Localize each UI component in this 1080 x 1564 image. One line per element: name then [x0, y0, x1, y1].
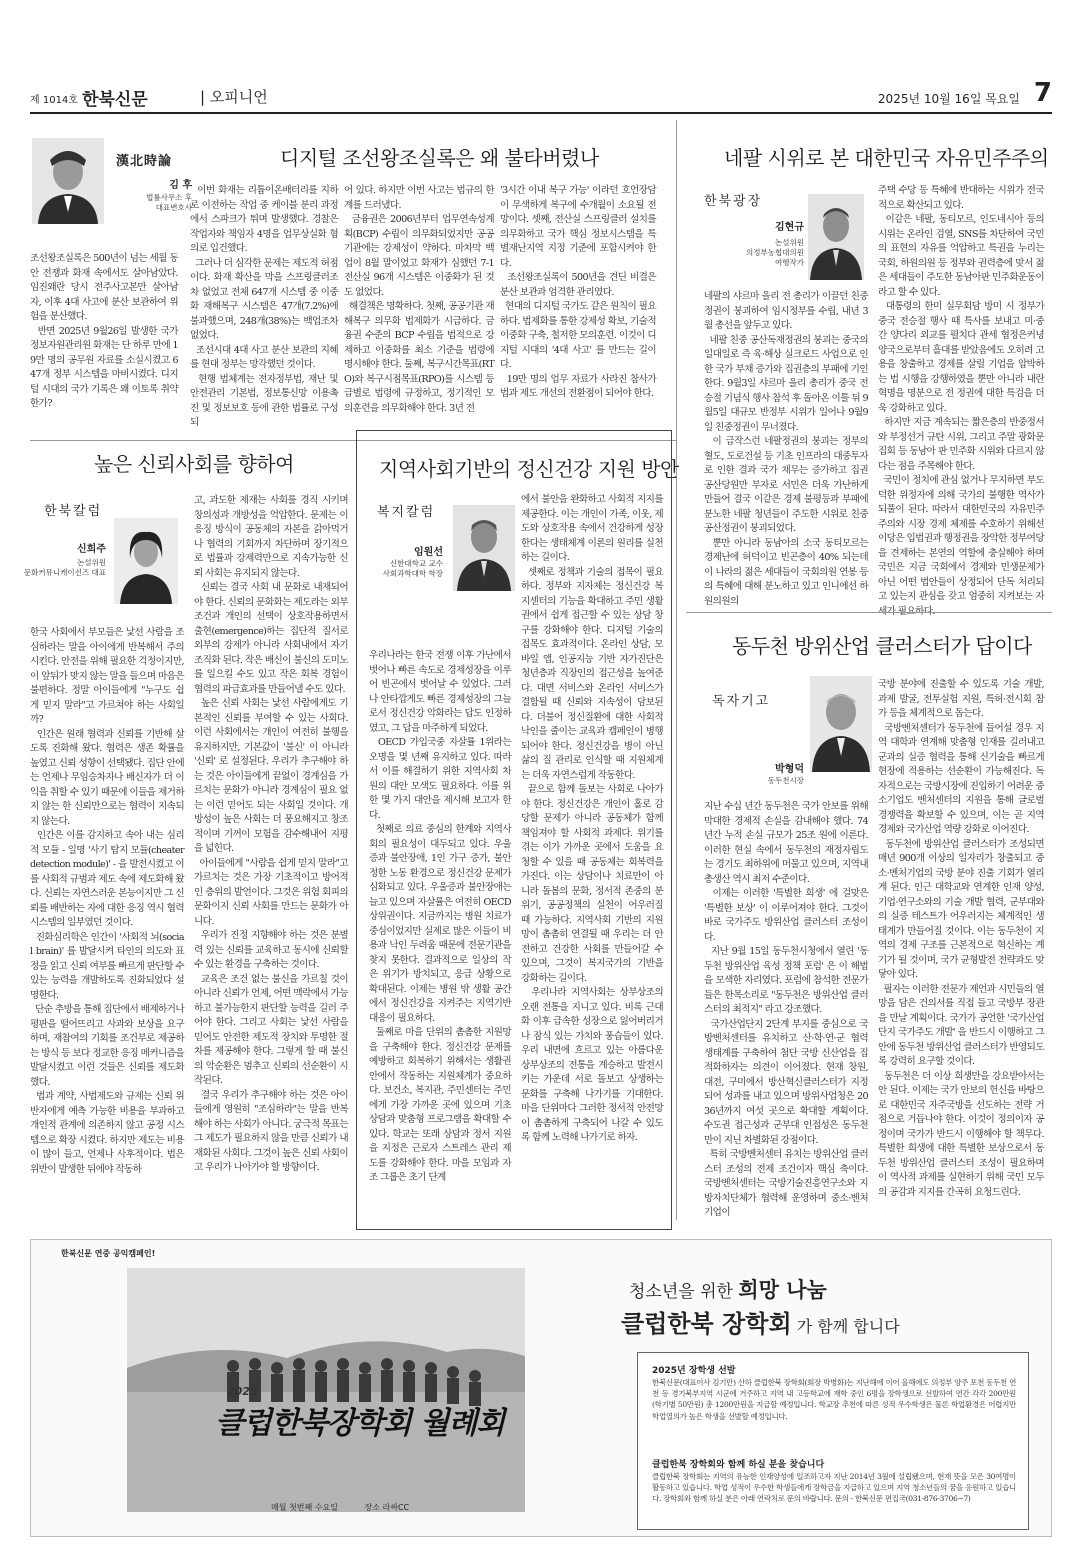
author-affiliation: 논설위원 의정부농협대의원 여행작가 [746, 238, 804, 267]
ad-logo-year: 2025 [227, 1385, 258, 1398]
ad-photo [127, 1268, 525, 1512]
author-photo [808, 194, 864, 280]
article-column: 주택 수당 등 특혜에 반대하는 시위가 전국적으로 확산되고 있다. 이같은 네팔, 동티모르, 인도네시아 등의 시위는 온라인 검열, SNS를 차단하여 국민의 표현의 자유를 억압하고 특권을 누리는 국회, 하원의원 등 정부와 권력층에 맞서 젊은 세대들이 주도한 동남아판 민주화운동이라고 할 수 있다. 대통령의 한미 실무회담 방미 시 정부가 중국 전승절 행사 때 특사를 보내고 미·중 간 양다리 외교를 펼치다 관세 협정은커녕 양국으로부터 흘대를 받았음에도 오히려 고용을 창출하고 경제를 살릴 기업을 압박하는 법 시행을 강행하였을 뿐만 아니라 내란혁명을 명분으로 전 정권에 대한 특검을 더욱 강화하고 있다. 하지만 지금 계속되는 짧은층의 반중정서와 부정선거 규탄 시위, 그리고 주말 광화문 집회 등 동남아 판 민주화 시위와 다르지 않다는 점을 주목해야 한다. 국민이 정치에 관심 없거나 무지하면 부도덕한 위정자에 의해 국가의 불행한 역사가 되풀이 된다. 따라서 대한민국의 자유민주주의와 시장 경제 체제를 수호하기 위해선 이당은 입법권과 행정권을 장악한 정부여당을 견제하는 본연의 역할에 충실해야 하며 국민은 지금 국회에서 경제와 민생문제가 아닌 어떤 법안들이 상정되어 단독 처리되고 있는지 관심을 갖고 엄중히 지켜보는 자세가 필요하다. [878, 185, 1044, 617]
article-lead: 조선왕조실록은 500년이 넘는 세월 동안 전쟁과 화재 속에서도 살아남았다. 임진왜란 당시 전주사고본만 살아남자, 이후 4대 사고에 분산 보관하여 위험을 분산했다. 반면 2025년 9월26일 발생한 국가정보자원관리원 화재는 단 하루 만에 19만 명의 공무원 자료를 소실시켰고 647개 정부 시스템을 마비시켰다. 디지털 시대의 국가 기록은 왜 이토록 취약한가? [30, 253, 178, 409]
ad-place-label: 장소 [364, 1503, 380, 1512]
ad-info-box [637, 1352, 1029, 1530]
author-photo [810, 676, 872, 772]
author-name: 김현규 [775, 222, 804, 233]
page-number: 7 [1033, 78, 1052, 108]
ad-headline-1a: 청소년을 위한 [629, 1282, 739, 1302]
article-column: 고, 과도한 제재는 사회를 경직 시키며 창의성과 개방성을 억압한다. 문제는 이 응징 방식이 공동체의 자본을 갉아먹거나 협력의 기회까지 차단하며 장기적으로 법률과 강제력만으로 지속가능한 신뢰 사회는 유지되지 않는다. 신뢰는 결국 사회 내 문화로 내재되어야 한다. 신뢰의 문화화는 제도라는 외부 조건과 개인의 선택이 상호작용하면서 출현(emergence)하는 집단적 질서로 외부의 강제가 아니라 사회내에서 자기조직화 된다. 작은 배신이 불신의 도미노를 일으킬 수도 있고 작은 회복 경험이 협력의 파급효과를 만들어낼 수도 있다. 높은 신뢰 사회는 낯선 사람에게도 기본적인 신뢰를 부여할 수 있는 사회다. 이런 사회에서는 개인이 여전히 불행을 유지하지만, 기본값이 '불신' 이 아니라 '신뢰' 로 설정된다. 우리가 추구해야 하는 것은 아이들에게 끝없이 경계심을 가르치는 문화가 아니라 경계심이 필요 없는 이런 믿어도 되는 사회일 것이다. 개방성이 높은 사회는 더 풍요해지고 창조적이며 기꺼이 모험을 감수해내어 지평을 넓힌다. 아이들에게 "사람을 쉽게 믿지 말라"고 가르치는 것은 가장 기초적이고 방어적인 층위의 발언이다. 그것은 위험 회피의 문화이지 신뢰 사회를 만드는 문화가 아니다. 우리가 진정 지향해야 하는 것은 분별력 있는 신뢰를 교육하고 동시에 신뢰할 수 있는 환경을 구축하는 것이다. 교육은 조건 없는 불신을 가르칠 것이 아니라 신뢰가 언제, 어떤 맥락에서 가능하고 불가능한지 판단할 능력을 길러 주어야 한다. 그리고 사회는 낯선 사람을 믿어도 안전한 제도적 장치와 투명한 절차를 제공해야 한다. 그렇게 할 때 불신의 악순환은 멈추고 신뢰의 선순환이 시작된다. 결국 우리가 추구해야 하는 것은 아이들에게 영원히 "조심하라"는 말을 반복해야 하는 사회가 아니다. 궁극적 목표는 그 제도가 필요하지 않을 만큼 신뢰가 내재화된 사회다. 그것이 높은 신뢰 사회이고 우리가 나아가야 할 방향이다. [194, 495, 348, 1173]
article-column: 지난 수십 년간 동두천은 국가 안보를 위해 막대한 경제적 손실을 감내해야 했다. 74년간 누적 손실 규모가 25조 원에 이른다. 이러한 현실 속에서 동두천의 재정자립도는 경기도 최하위에 머물고 있으며, 지역내총생산 역시 최저 수준이다. 이제는 이러한 '특별한 희생' 에 걸맞은 '특별한 보상' 이 이루어져야 한다. 그것이 바로 국가주도 방위산업 클러스터 조성이다. 지난 9월 15일 동두천시청에서 열린 '동두천 방위산업 육성 정책 포럼' 은 이 해법을 모색한 자리였다. 포럼에 참석한 전문가들은 한목소리로 "동두천은 방위산업 클러스터의 최적지" 라고 강조했다. 국가산업단지 2단계 부지를 중심으로 국방벤처센터를 유치하고 산·학·연·군 협력 생태계를 구축하여 첨단 국방 신산업을 집적화하자는 의견이 이어졌다. 현재 창원, 대전, 구미에서 방산혁신클러스터가 지정되어 성과를 내고 있으며 방위사업청은 2036년까지 여섯 곳으로 확대할 계획이다. 수도권 접근성과 군부대 인접성은 동두천만이 지닌 차별화된 강점이다. 특히 국방벤처센터 유치는 방위산업 클러스터 조성의 전제 조건이자 핵심 축이다. 국방벤처센터는 국방기술진흥연구소와 지방자치단체가 협력해 운영하며 중소·벤처기업이 [704, 801, 868, 1218]
author-photo [114, 518, 178, 604]
article-column: 우리나라는 한국 전쟁 이후 가난에서 벗어나 빠른 속도로 경제성장을 이루어 빈곤에서 벗어날 수 있었다. 그러나 안타깝게도 빠른 경제성장의 그늘로서 정신건강 악화라는 답도 인정하였고, 그 답을 마주하게 되었다. OECD 가입국중 자살률 1위라는 오명을 몇 년째 유지하고 있다. 따라서 이를 해결하기 위한 지역사회 차원의 대안 모색도 필요하다. 이를 위한 몇 가지 대안을 제시해 보고자 한다. 첫째로 의료 중심의 한계와 지역사회의 필요성이 대두되고 있다. 우울증과 불안장애, 1인 가구 증가, 불안정한 노동 환경으로 정신건강 문제가 심화되고 있다. 우울증과 불안장애는 늘고 있으며 자살률은 여전히 OECD 상위권이다. 지금까지는 병원 치료가 중심이었지만 실제로 많은 이들이 비용과 낙인 두려움 때문에 전문기관을 찾지 못한다. 결과적으로 일상의 작은 위기가 방치되고, 응급 상황으로 확대된다. 이제는 병원 밖 생활 공간에서 정신건강을 지켜주는 지역기반 대응이 필요하다. 둘째로 마을 단위의 촘촘한 지원망을 구축해야 한다. 정신건강 문제를 예방하고 회복하기 위해서는 생활권 안에서 작동하는 지원체계가 중요하다. 보건소, 복지관, 주민센터는 주민에게 가장 가까운 곳에 있으며 기초 상담과 맞춤형 프로그램을 확대할 수 있다. 학교는 또래 상담과 정서 지원을 지정은 근로자 스트레스 관리 제도를 강화해야 한다. 마을 모임과 자조 그룹은 초기 단계 [369, 650, 512, 1183]
author-name: 신희주 [77, 544, 106, 555]
article-column: 어 있다. 하지만 이번 사고는 법규의 한계를 드러냈다. 금융권은 2006년부터 업무연속성계획(BCP) 수립이 의무화되었지만 공공기관에는 강제성이 약하다. 마차막 백업이 8월 말이었고 화재가 심했던 7-1 전산실 96개 시스템은 이중화가 된 것도 없었다. 해결책은 명확하다. 첫째, 공공기관 재해복구 의무화 법제화가 시급하다. 금융권 수준의 BCP 수립을 법적으로 강제하고 이중화를 최소 기준을 법령에 명시해야 한다. 둘째, 복구시간목표(RTO)와 복구시점목표(RPO)를 시스템 등급별로 법령에 규정하고, 정기적인 모의훈련을 의무화해야 한다. 3년 전 [344, 185, 494, 414]
scholarship-ad [30, 1239, 1052, 1537]
article-column: 에서 불안을 완화하고 사회적 지지를 제공한다. 이는 개인이 가족, 이웃, 제도와 상호작용 속에서 건강하게 성장한다는 생태체계 이론의 원리를 실천하는 길이다. 셋째로 정책과 기술의 접목이 필요하다. 정부와 지자체는 정신건강 복지센터의 기능을 확대하고 주민 생활권에서 쉽게 접근할 수 있는 상담 창구를 강화해야 한다. 디지털 기술의 접목도 효과적이다. 온라인 상담, 모바일 앱, 인공지능 기반 자가진단은 청년층과 직장인의 접근성을 높여준다. 대면 서비스와 온라인 서비스가 결합될 때 신뢰와 지속성이 담보된다. 더불어 정신질환에 대한 사회적 낙인을 줄이는 교육과 캠페인이 병행되어야 한다. 정신건강을 병이 아닌 삶의 질 관리로 인식할 때 지원체계는 더욱 자연스럽게 작동한다. 끝으로 함께 돌보는 사회로 나아가야 한다. 정신건강은 개인이 홀로 감당할 문제가 아니라 공동체가 함께 책임져야 할 사회적 과제다. 위기를 겪는 이가 가까운 곳에서 도움을 요청할 수 있을 때 공동체는 회복력을 가진다. 이는 상담이나 치료만이 아니라 돌봄의 문화, 정서적 존중의 분위기, 공공정책의 실천이 어우러질 때 가능하다. 지역사회 기반의 지원망이 촘촘히 연결될 때 우리는 더 안전하고 건강한 사회를 만들어갈 수 있으며, 그것이 복지국가의 기반을 강화하는 길이다. 우리나라 지역사회는 상부상조의 오랜 전통을 지니고 있다. 비록 근대화 이후 급속한 성장으로 잃어버리거나 잠식 있는 가치와 풍습들이 있다. 우리 내면에 흐르고 있는 아름다운 상부상조의 전통을 계승하고 발전시키는 가운데 서로 돌보고 상생하는 문화를 구축해 나가기를 기대한다. 마을 단위마다 그러한 정서적 안전망이 촘촘하게 구축되어 나갈 수 있도록 함께 노력해 나가기로 하자. [521, 494, 663, 1143]
author-photo [453, 505, 515, 591]
ad-headline-1 [629, 1274, 827, 1304]
ad-tag: 한북신문 연중 공익캠페인! [61, 1249, 156, 1258]
article-title: 지역사회기반의 정신건강 지원 방안 [379, 457, 679, 481]
article-title: 네팔 시위로 본 대한민국 자유민주주의 [724, 146, 1049, 170]
article-title: 동두천 방위산업 클러스터가 답이다 [732, 634, 1032, 658]
author-photo [32, 138, 104, 224]
ad-box2-title: 클럽한북 장학회와 함께 하실 분을 찾습니다 [652, 1460, 825, 1470]
masthead-bar [30, 78, 1052, 112]
header-rule [30, 112, 1052, 114]
issue-date: 2025년 10월 16일 목요일 [877, 92, 1020, 106]
section-divider [686, 612, 1052, 613]
author-affiliation: 신한대학교 교수 사회과학대학 학장 [382, 559, 443, 578]
column-divider [676, 120, 677, 1220]
column-kicker: 한북칼럼 [44, 504, 103, 519]
issue-number: 제 1014호 [30, 95, 78, 106]
ad-box2-text: 클럽한북 장학회는 지역의 유능한 인재양성에 일조하고자 지난 2014년 3월에 설립됐으며, 현재 뜻을 모은 30여명이 활동하고 있습니다. 학업 성적이 우수한 학생들에게 장학금을 지급하고 있으며 지역 청소년들의 꿈을 응원하고 있습니다. 장학회와 함께 하실 분은 아래 연락처로 문의 바랍니다. 문의 - 한북신문 편집국(031-876-3706~7) [652, 1472, 1019, 1504]
ad-headline-2a: 클럽한북 [621, 1309, 723, 1338]
column-kicker: 복지칼럼 [377, 505, 436, 520]
author-affiliation: 논설위원 문화커뮤니케이션즈 대표 [23, 558, 106, 577]
article-digital-records [30, 120, 670, 440]
section-name: | 오피니언 [200, 88, 268, 106]
article-title: 디지털 조선왕조실록은 왜 불타버렸나 [280, 146, 599, 170]
author-name: 박형덕 [775, 764, 804, 775]
author-affiliation: 동두천시장 [767, 776, 804, 785]
column-kicker: 漢北時論 [116, 154, 173, 169]
ad-logo-title: 클럽한북장학회 월례회 [215, 1406, 505, 1441]
ad-headline-1b: 희망 나눔 [738, 1277, 827, 1302]
article-column: 이번 화재는 리튬이온배터리를 지하로 이전하는 작업 중 케이블 분리 과정에서 스파크가 튀며 발생했다. 경찰은 작업자와 책임자 4명을 업무상실화 혐의로 입건했다. 그러나 더 심각한 문제는 제도적 허점이다. 화재 확산을 막을 스프링클러조차 없었고 전체 647개 시스템 중 이중화 재해복구 시스템은 47개(7.2%)에 불과했으며, 248개(38%)는 백업조차 없었다. 조선시대 4대 사고 분산 보관의 지혜를 현대 정부는 망각했던 것이다. 현행 법체계는 전자정부법, 재난 및 안전관리 기본법, 정보통신망 이용촉진 및 정보보호 등에 관한 법률로 구성되 [190, 185, 339, 428]
article-mental-health [356, 430, 679, 1230]
ad-headline-2c: 가 함께 합니다 [796, 1317, 900, 1336]
ad-box1-title: 2025년 장학생 선발 [652, 1366, 736, 1376]
column-kicker: 독자기고 [712, 694, 771, 709]
ad-headline-2b: 장학회 [722, 1309, 792, 1338]
paper-name: 한북신문 [82, 90, 148, 110]
ad-schedule-text: 매월 첫번째 수요일 [271, 1503, 338, 1512]
article-column: 한국 사회에서 부모들은 낯선 사람을 조심하라는 말을 아이에게 반복해서 주의 시킨다. 안전을 위해 필요한 걱정이지만, 이 앞뒤가 맞지 않는 말을 들으며 마음은 불편하다. 정말 아이들에게 "누구도 쉽게 믿지 말라"고 가르쳐야 하는 사회일까? 인간은 원래 협력과 신뢰를 기반해 살도록 진화해 왔다. 협력은 생존 확률을 높였고 신뢰 성향이 선택됐다. 집단 안에는 언제나 무임승차자나 배신자가 더 이익을 취할 수 있기 때문에 이들을 제거하지 않는 한 신뢰만으로는 협력이 지속되지 않는다. 인간은 이를 감지하고 속아 내는 심리적 모듈 - 일명 '사기 탐지 모듈(cheater detection module)' - 을 발전시켰고 이를 사회적 규범과 제도 속에 제도화해 왔다. 신뢰는 자연스러운 본능이지만 그 신뢰를 배반하는 자에 대한 응징 역시 협력 시스템의 일부였던 것이다. 진화심리학은 인간이 '사회적 뇌(social brain)' 를 발달시켜 타인의 의도와 표정을 읽고 신뢰 여부를 빠르게 판단할 수 있는 능력을 개발하도록 진화되었다 설명한다. 단순 추방을 통해 집단에서 배제하거나 평판을 떨어뜨리고 사과와 보상을 요구하며, 재참여의 기회를 조건부로 제공하는 방식 등 보다 정교한 응징 메커니즘을 발달시켰고 이런 것들은 신뢰를 제도화했다. 법과 계약, 사법제도와 규제는 신뢰 위반자에게 예측 가능한 비용을 부과하고 개인적 관계에 의존하지 않고 공정 시스템으로 확장 시켰다. 하지만 제도는 비용이 많이 들고, 언제나 사후적이다. 법은 위반이 발생한 뒤에야 작동하 [30, 627, 184, 1175]
author-name: 임원선 [414, 547, 443, 558]
ad-headline-2 [621, 1304, 900, 1339]
author-affiliation: 법률사무소 후 대표변호사 [146, 193, 192, 212]
article-nepal-protest [686, 120, 1052, 617]
author-name: 김 후 [169, 180, 192, 191]
column-kicker: 한북광장 [704, 194, 763, 209]
article-dongducheon-defense [686, 620, 1052, 1230]
article-column: '3시간 이내 복구 가능' 이라던 호언장담이 무색하게 복구에 수개월이 소요될 전망이다. 셋째, 전산실 스프링클러 설치를 의무화하고 국가 핵심 정보시스템을 특별재난지역 지정 기준에 포함시켜야 한다. 조선왕조실록이 500년을 견딘 비결은 분산 보관과 엄격한 관리였다. 현대의 디지털 국가도 같은 원칙이 필요하다. 법제화를 통한 강제성 확보, 기술적 이중화 구축, 철저한 모의훈련. 이것이 디지털 시대의 '4대 사고' 를 만드는 길이다. 19만 명의 업무 자료가 사라진 참사가 법과 제도 개선의 전환점이 되어야 한다. [500, 185, 656, 399]
ad-box1-text: 한북신문(대표이사 김기만) 산하 클럽한북 장학회(회장 박병화)는 지난해에 이어 올해에도 의정부 양주 포천 동두천 연천 등 경기북부지역 시군에 거주하고 지역 내 고등학교에 재학 중인 6명을 장학생으로 선발하여 연간 각각 200만원(학기별 50만원) 총 1200만원을 지급할 예정입니다. 학교장 추천에 따른 성적 우수학생은 물론 학업환경은 어렵지만 학업열의가 높은 학생을 선발할 예정입니다. [652, 1378, 1019, 1421]
article-column: 네팔의 샤르마 올리 전 총리가 이끌던 친중 정권이 붕괴하여 임시정부를 수립, 내년 3월 총선을 앞두고 있다. 네팔 친중 공산독재정권의 붕괴는 중국의 일대일로 즉 육·해상 실크로드 사업으로 인한 국가 부채 증가와 집권층의 부패에 기인한다. 9월3일 샤르마 올리 총리가 중국 전승절 기념식 행사 참석 후 돌아온 이틀 뒤 9월5일 대규모 반정부 시위가 일어나 9월9일 친중정권이 무너졌다. 이 급작스런 네팔정권의 붕괴는 정부의 혈도, 도로건설 등 기초 인프라의 대중투자로 인한 결과 국가 채무는 증가하고 집권 공산당원만 부자로 서민은 더욱 가난하게 만들어 결국 이같은 경제 불평등과 부패에 분노한 네팔 청년들이 주도한 시위로 친중 공산정권이 붕괴되었다. 뿐만 아니라 동남아의 소국 동티모르는 경제난에 허덕이고 빈곤층이 40% 되는데 이 나라의 젊은 세대들이 국회의원 연봉 등의 특혜에 대해 분노하고 있고 인니에선 하원의원의 [704, 291, 868, 607]
ad-place: 라싸CC [382, 1503, 410, 1512]
article-title: 높은 신뢰사회를 향하여 [94, 452, 294, 476]
article-column: 국방 분야에 진출할 수 있도록 기술 개발, 과제 발굴, 전투실험 지원, 특허·전시회 참가 등을 체계적으로 돕는다. 국방벤처센터가 동두천에 들어설 경우 지역 대학과 연계해 맞춤형 인재를 길러내고 군과의 실증 협력을 통해 신기술을 빠르게 현장에 적용하는 선순환이 가능해진다. 독자적으로는 국방시장에 진입하기 어려운 중소기업도 벤처센터의 지원을 통해 글로벌 경쟁력을 확보할 수 있으며, 이는 곧 지역 경제와 국가산업 역량 강화로 이어진다. 동두천에 방위산업 클러스터가 조성되면 매년 900개 이상의 일자리가 창출되고 중소·벤처기업의 국방 분야 진출 기회가 열리게 된다. 인근 대학교와 연계한 인재 양성, 기업·연구소와의 기술 개발 협력, 군부대와의 실증 테스트가 어우러지는 체계적인 생태계가 만들어질 것이다. 이는 동두천이 지역의 경제 구조를 근본적으로 혁신하는 계기가 될 것이며, 국가 균형발전 전략과도 맞닿아 있다. 필자는 이러한 전문가 제언과 시민들의 열망을 담은 건의서를 직접 들고 국방부 장관을 만날 계획이다. 국가가 공언한 '국가산업단지 국가주도 개발' 을 반드시 이행하고 그 안에 동두천 방위산업 클러스터가 반영되도록 강력히 요구할 것이다. 동두천은 더 이상 희생만을 강요받아서는 안 된다. 이제는 국가 안보의 헌신을 바탕으로 대한민국 자주국방을 선도하는 전략 거점으로 거듭나야 한다. 이것이 정의이자 공정이며 국가가 반드시 이행해야 할 책무다. 특별한 희생에 대한 특별한 보상으로서 동두천 방위산업 클러스터 조성이 필요하며 이 역사적 과제를 실현하기 위해 국민 모두의 공감과 지지를 간곡히 요청드린다. [878, 679, 1045, 1198]
ad-schedule [271, 1502, 409, 1513]
article-trust-society [23, 448, 350, 1228]
